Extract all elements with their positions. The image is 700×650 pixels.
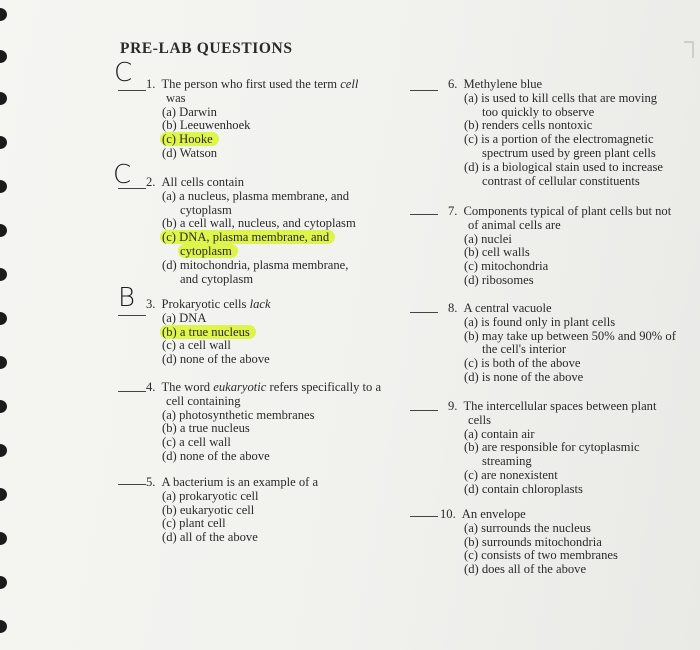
binding-ring [0,488,7,501]
option-c[interactable]: (c) are nonexistent [464,467,558,482]
question-number: 9. [448,399,458,413]
binding-ring [0,620,7,633]
answer-blank-7[interactable] [410,214,438,215]
option-d[interactable]: (d) Watson [162,145,218,160]
question-stem-cont: cells [468,412,492,427]
question-stem: Methylene blue [463,77,543,91]
option-d[interactable]: (d) none of the above [162,448,270,463]
binding-ring [0,532,7,545]
option-a[interactable]: (a) photosynthetic membranes [162,407,315,422]
option-d[interactable]: (d) does all of the above [464,562,587,577]
answer-blank-3[interactable] [118,315,146,316]
option-a[interactable]: (a) surrounds the nucleus [464,520,591,535]
option-a[interactable]: (a) prokaryotic cell [162,488,259,503]
option-b-cont: streaming [482,454,532,469]
answer-blank-8[interactable] [410,312,438,313]
option-a[interactable]: (a) DNA [162,310,207,325]
question-number: 4. [146,380,156,394]
option-d[interactable]: (d) all of the above [162,530,258,545]
option-b[interactable]: (b) surrounds mitochondria [464,534,602,549]
binding-ring [0,180,7,193]
option-c-cont: spectrum used by green plant cells [482,145,656,160]
question-stem: The word eukaryotic refers specifically to a [161,380,382,394]
option-b[interactable]: (b) may take up between 50% and 90% of [464,328,676,343]
question-stem: An envelope [461,507,526,521]
question-stem: Prokaryotic cells lack [161,297,271,311]
handwritten-answer-2: C [113,160,132,190]
handwritten-answer-3: B [118,283,136,313]
answer-blank-10[interactable] [410,516,438,517]
binding-ring [0,92,7,105]
binding-ring [0,444,7,457]
option-b[interactable]: (b) a cell wall, nucleus, and cytoplasm [162,216,356,231]
question-number: 7. [448,204,458,218]
option-b[interactable]: (b) eukaryotic cell [162,502,255,517]
option-d[interactable]: (d) none of the above [162,352,270,367]
question-stem-cont: of animal cells are [468,217,561,232]
question-number: 5. [146,475,156,489]
option-d[interactable]: (d) ribosomes [464,272,534,287]
answer-blank-4[interactable] [118,391,146,392]
question-9 [448,400,700,497]
option-d[interactable]: (d) mitochondria, plasma membrane, [162,257,349,272]
question-number: 10. [440,507,456,521]
option-a[interactable]: (a) contain air [464,426,535,441]
option-b[interactable]: (b) are responsible for cytoplasmic [464,440,640,455]
answer-blank-1[interactable] [118,90,146,91]
option-d-cont: and cytoplasm [180,271,254,286]
question-2 [146,176,386,286]
option-a[interactable]: (a) a nucleus, plasma membrane, and [162,188,350,203]
binding-ring [0,50,7,63]
option-c-highlighted[interactable]: (c) DNA, plasma membrane, and [146,231,386,245]
option-d[interactable]: (d) is none of the above [464,369,584,384]
option-c[interactable]: (c) is both of the above [464,356,581,371]
option-b[interactable]: (b) renders cells nontoxic [464,118,593,133]
question-number: 2. [146,175,156,189]
binding-ring [0,576,7,589]
binding-ring [0,400,7,413]
option-c[interactable]: (c) is a portion of the electromagnetic [464,132,654,147]
option-b[interactable]: (b) Leeuwenhoek [162,118,251,133]
question-4 [146,381,396,464]
question-8 [448,302,700,385]
answer-blank-5[interactable] [118,484,146,485]
option-b-highlighted[interactable]: (b) a true nucleus [146,326,386,340]
binding-ring [0,312,7,325]
spiral-binding [0,0,16,650]
option-a[interactable]: (a) is used to kill cells that are moving [464,90,658,105]
option-c[interactable]: (c) mitochondria [464,259,549,274]
question-number: 8. [448,301,458,315]
option-c[interactable]: (c) a cell wall [162,338,231,353]
option-a-cont: too quickly to observe [482,104,595,119]
option-c[interactable]: (c) consists of two membranes [464,548,618,563]
option-a[interactable]: (a) is found only in plant cells [464,314,616,329]
option-c[interactable]: (c) a cell wall [162,435,231,450]
question-3 [146,298,386,367]
option-d[interactable]: (d) contain chloroplasts [464,481,583,496]
binding-ring [0,268,7,281]
question-stem: Components typical of plant cells but not [463,204,672,218]
option-c-cont: cytoplasm [146,245,386,259]
option-a[interactable]: (a) nuclei [464,231,512,246]
question-stem: A central vacuole [463,301,552,315]
question-number: 3. [146,297,156,311]
question-stem: The person who first used the term cell [161,77,359,91]
handwritten-answer-1: C [114,58,133,88]
question-stem: The intercellular spaces between plant [463,399,657,413]
question-number: 6. [448,77,458,91]
option-b-cont: the cell's interior [482,342,567,357]
question-number: 1. [146,77,156,91]
option-c[interactable]: (c) plant cell [162,516,226,531]
option-d-cont: contrast of cellular constituents [482,173,640,188]
question-stem: A bacterium is an example of a [161,475,319,489]
option-a-cont: cytoplasm [180,202,232,217]
option-a[interactable]: (a) Darwin [162,104,217,119]
option-c-highlighted[interactable]: (c) Hooke [146,133,386,147]
binding-ring [0,8,7,21]
option-b[interactable]: (b) cell walls [464,245,530,260]
question-10 [440,508,692,577]
question-7 [448,205,700,288]
question-stem-cont: cell containing [166,393,241,408]
binding-ring [0,356,7,369]
question-stem-cont: was [166,90,186,105]
answer-blank-6[interactable] [410,90,438,91]
binding-ring [0,224,7,237]
question-1 [146,78,386,161]
option-d[interactable]: (d) is a biological stain used to increase [464,159,663,174]
page-title: PRE-LAB QUESTIONS [120,40,293,57]
binding-ring [0,136,7,149]
question-5 [146,476,386,545]
option-b[interactable]: (b) a true nucleus [162,421,250,436]
question-stem: All cells contain [161,175,244,189]
page-corner-mark [682,40,696,60]
question-6 [448,78,698,188]
answer-blank-9[interactable] [410,410,438,411]
